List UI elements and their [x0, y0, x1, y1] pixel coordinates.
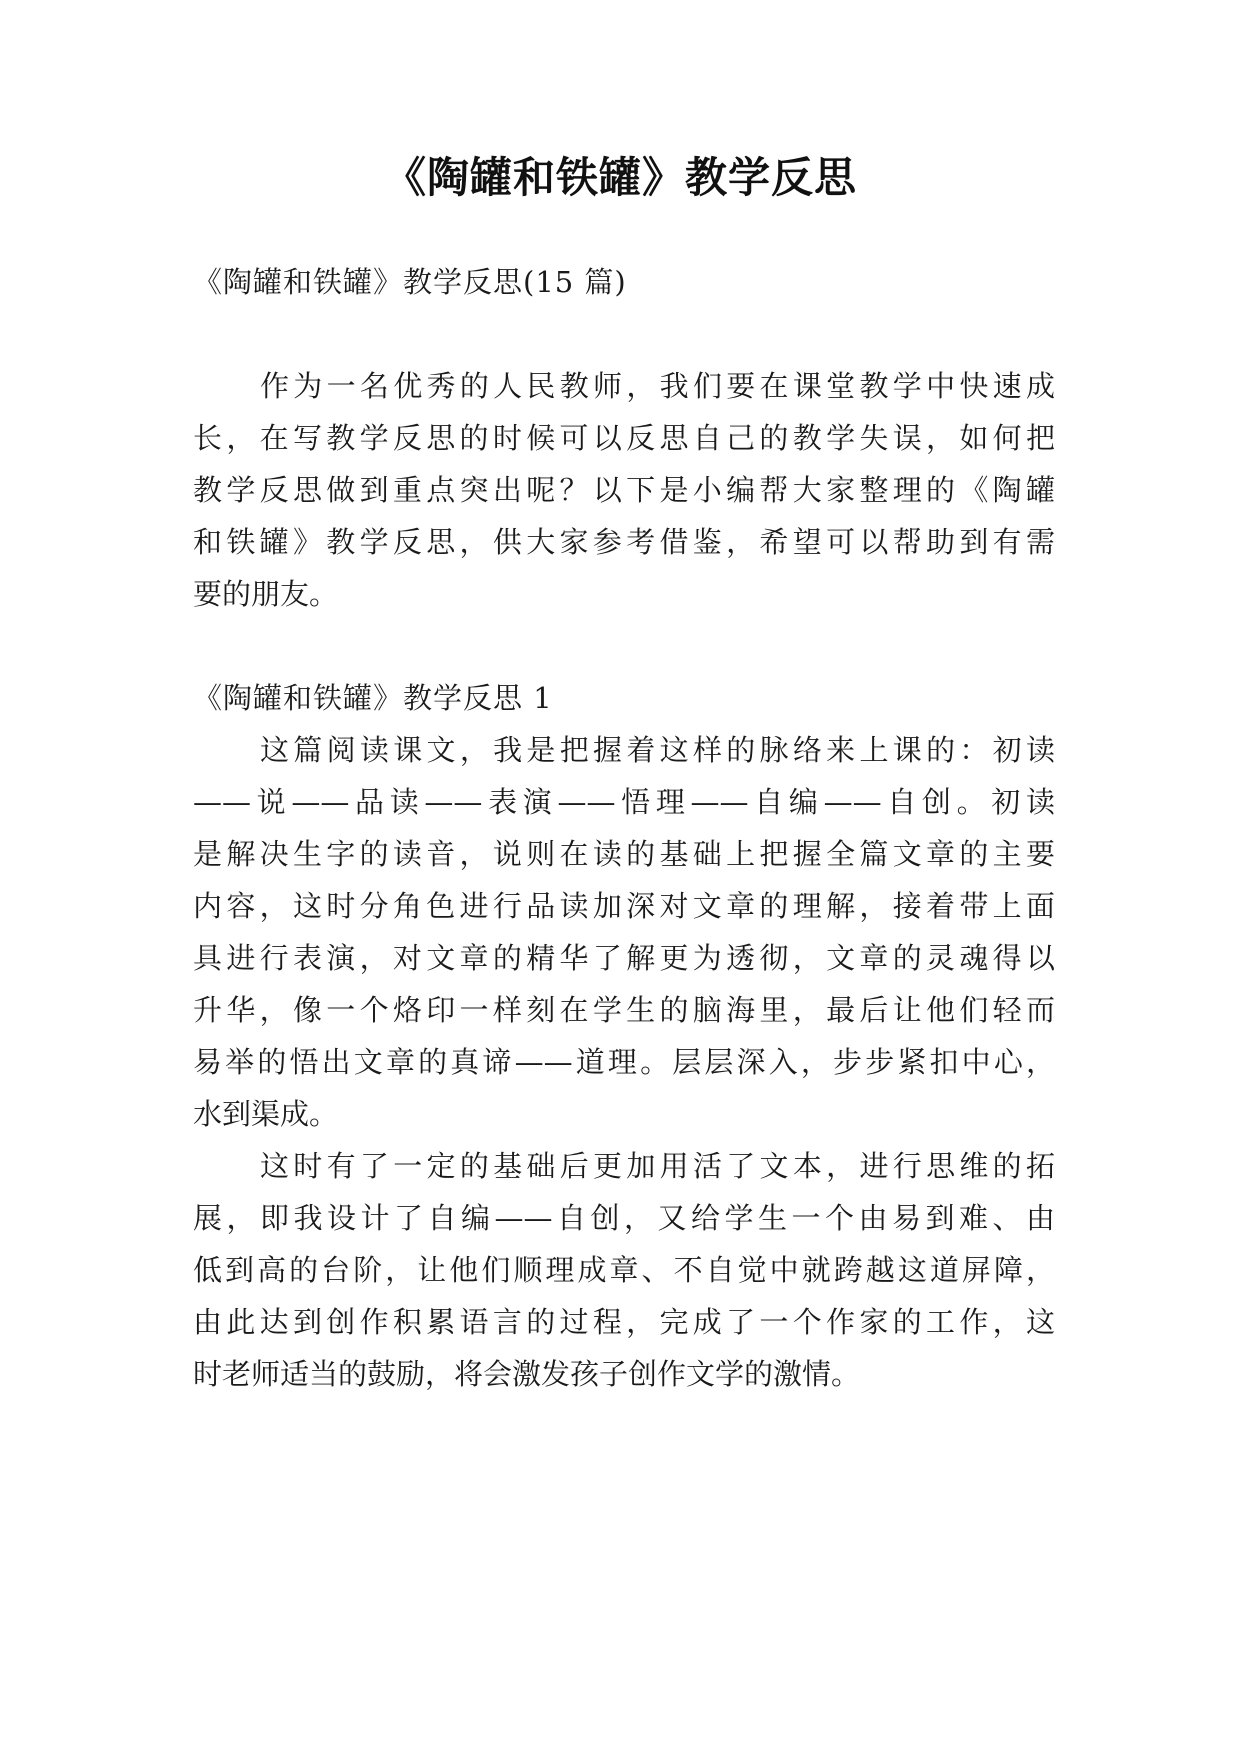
paragraph-line: 低到高的台阶，让他们顺理成章、不自觉中就跨越这道屏障，	[193, 1253, 1055, 1287]
intro-line: 要的朋友。	[193, 577, 339, 611]
intro-line: 和铁罐》教学反思，供大家参考借鉴，希望可以帮助到有需	[193, 525, 1055, 559]
paragraph-line: ——说——品读——表演——悟理——自编——自创。初读	[193, 785, 1055, 819]
paragraph-line: 时老师适当的鼓励，将会激发孩子创作文学的激情。	[193, 1357, 861, 1391]
document-title: 《陶罐和铁罐》教学反思	[383, 153, 857, 202]
paragraph-line: 这时有了一定的基础后更加用活了文本，进行思维的拓	[260, 1149, 1055, 1183]
intro-line: 教学反思做到重点突出呢？以下是小编帮大家整理的《陶罐	[193, 473, 1055, 507]
paragraph-line: 水到渠成。	[193, 1097, 339, 1131]
paragraph-line: 是解决生字的读音，说则在读的基础上把握全篇文章的主要	[193, 837, 1055, 871]
paragraph-line: 升华，像一个烙印一样刻在学生的脑海里，最后让他们轻而	[193, 993, 1055, 1027]
paragraph-line: 由此达到创作积累语言的过程，完成了一个作家的工作，这	[193, 1305, 1055, 1339]
paragraph-line: 具进行表演，对文章的精华了解更为透彻，文章的灵魂得以	[193, 941, 1055, 975]
paragraph-line: 这篇阅读课文，我是把握着这样的脉络来上课的：初读	[260, 733, 1055, 767]
paragraph-line: 内容，这时分角色进行品读加深对文章的理解，接着带上面	[193, 889, 1055, 923]
intro-line: 长，在写教学反思的时候可以反思自己的教学失误，如何把	[193, 421, 1055, 455]
paragraph-line: 展，即我设计了自编——自创，又给学生一个由易到难、由	[193, 1201, 1055, 1235]
intro-line: 作为一名优秀的人民教师，我们要在课堂教学中快速成	[260, 369, 1055, 403]
paragraph-line: 易举的悟出文章的真谛——道理。层层深入，步步紧扣中心，	[193, 1045, 1055, 1079]
section-heading: 《陶罐和铁罐》教学反思 1	[193, 681, 553, 715]
document-subtitle: 《陶罐和铁罐》教学反思(15 篇)	[193, 265, 627, 299]
